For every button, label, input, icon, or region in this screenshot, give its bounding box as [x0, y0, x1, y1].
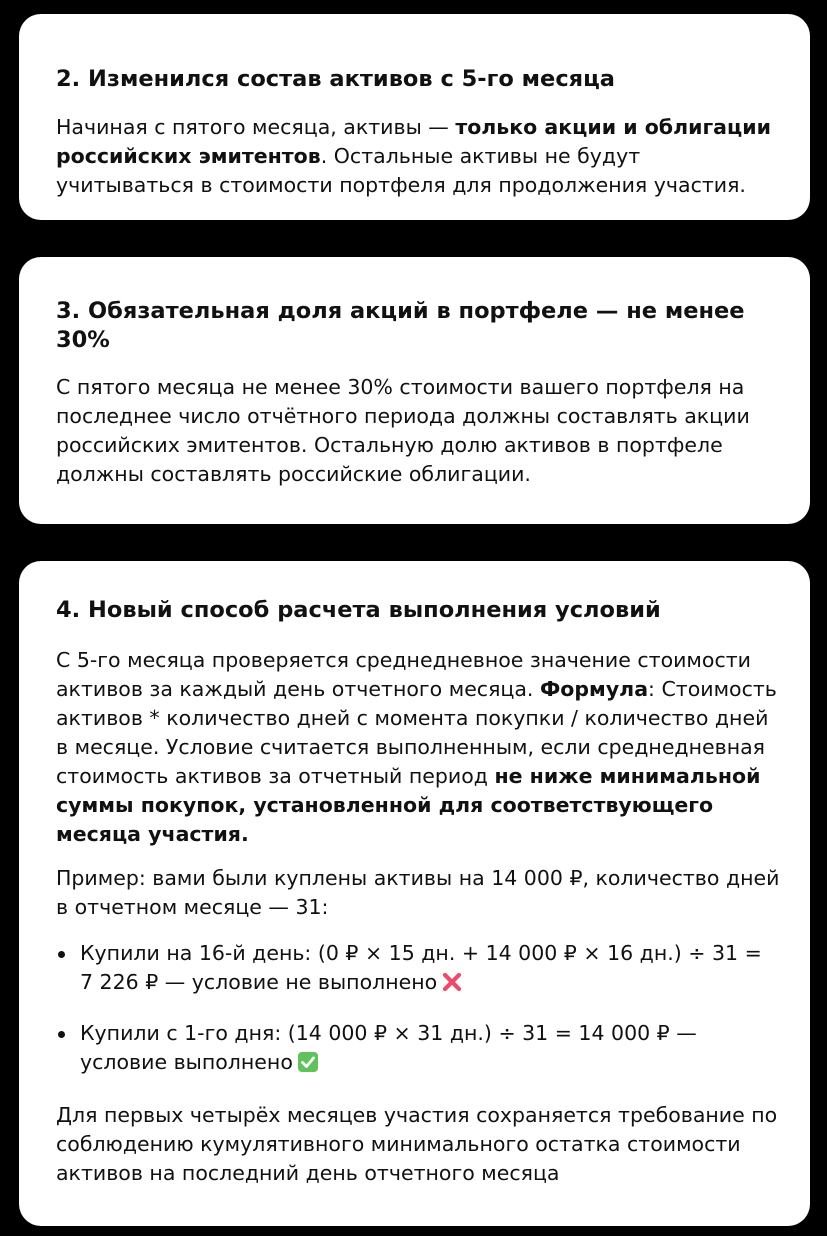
section-2-title: 2. Изменился состав активов с 5-го месяца [56, 66, 615, 92]
cross-icon [441, 971, 463, 993]
formula-label: Формула [539, 677, 649, 701]
section-2-text-bold: только акции и облигации российских эмитентов [56, 115, 771, 168]
card-section-3 [19, 257, 810, 524]
card-section-4 [19, 561, 810, 1226]
card-section-2 [19, 14, 810, 220]
check-icon [297, 1051, 319, 1073]
section-2-text [56, 113, 780, 200]
section-4-p1-middle: : Стоимость активов * количество дней с момента покупки / количество дней в месяце. Условие считается выполненным, если среднедневная стоимость активов за отчетный период [56, 677, 777, 788]
section-4-formula-paragraph [56, 646, 780, 849]
list-item [56, 1019, 780, 1077]
section-3-text: С пятого месяца не менее 30% стоимости вашего портфеля на последнее число отчётного периода должны составлять акции российских эмитентов. Остальную долю активов в портфеле должны составлять российские облигации. [56, 375, 750, 486]
closing-text: Для первых четырёх месяцев участия сохраняется требование по соблюдению кумулятивного минимального остатка стоимости активов на последний день отчетного месяца [56, 1103, 778, 1185]
bullet-icon [58, 951, 65, 958]
section-2-text-end: . Остальные активы не будут учитываться в стоимости портфеля для продолжения участия. [56, 144, 746, 197]
section-4-p1-start: С 5-го месяца проверяется среднедневное значение стоимости активов за каждый день отчетного месяца. [56, 648, 751, 701]
examples-list [56, 939, 780, 1077]
example-2-text: Купили с 1-го дня: (14 000 ₽ × 31 дн.) ÷ 31 = 14 000 ₽ — условие выполнено [80, 1021, 697, 1074]
section-4-p1-bold: не ниже минимальной суммы покупок, установленной для соответствующего месяца участия. [56, 764, 761, 846]
section-3-title: 3. Обязательная доля акций в портфеле — не менее 30% [56, 298, 745, 353]
example-intro: Пример: вами были куплены активы на 14 000 ₽, количество дней в отчетном месяце — 31: [56, 866, 780, 919]
bullet-icon [58, 1031, 65, 1038]
list-item [56, 939, 780, 997]
section-4-title: 4. Новый способ расчета выполнения условий [56, 597, 661, 623]
section-2-text-start: Начиная с пятого месяца, активы — [56, 115, 456, 139]
example-1-text: Купили на 16-й день: (0 ₽ × 15 дн. + 14 000 ₽ × 16 дн.) ÷ 31 = 7 226 ₽ — условие не выполнено [80, 941, 762, 994]
